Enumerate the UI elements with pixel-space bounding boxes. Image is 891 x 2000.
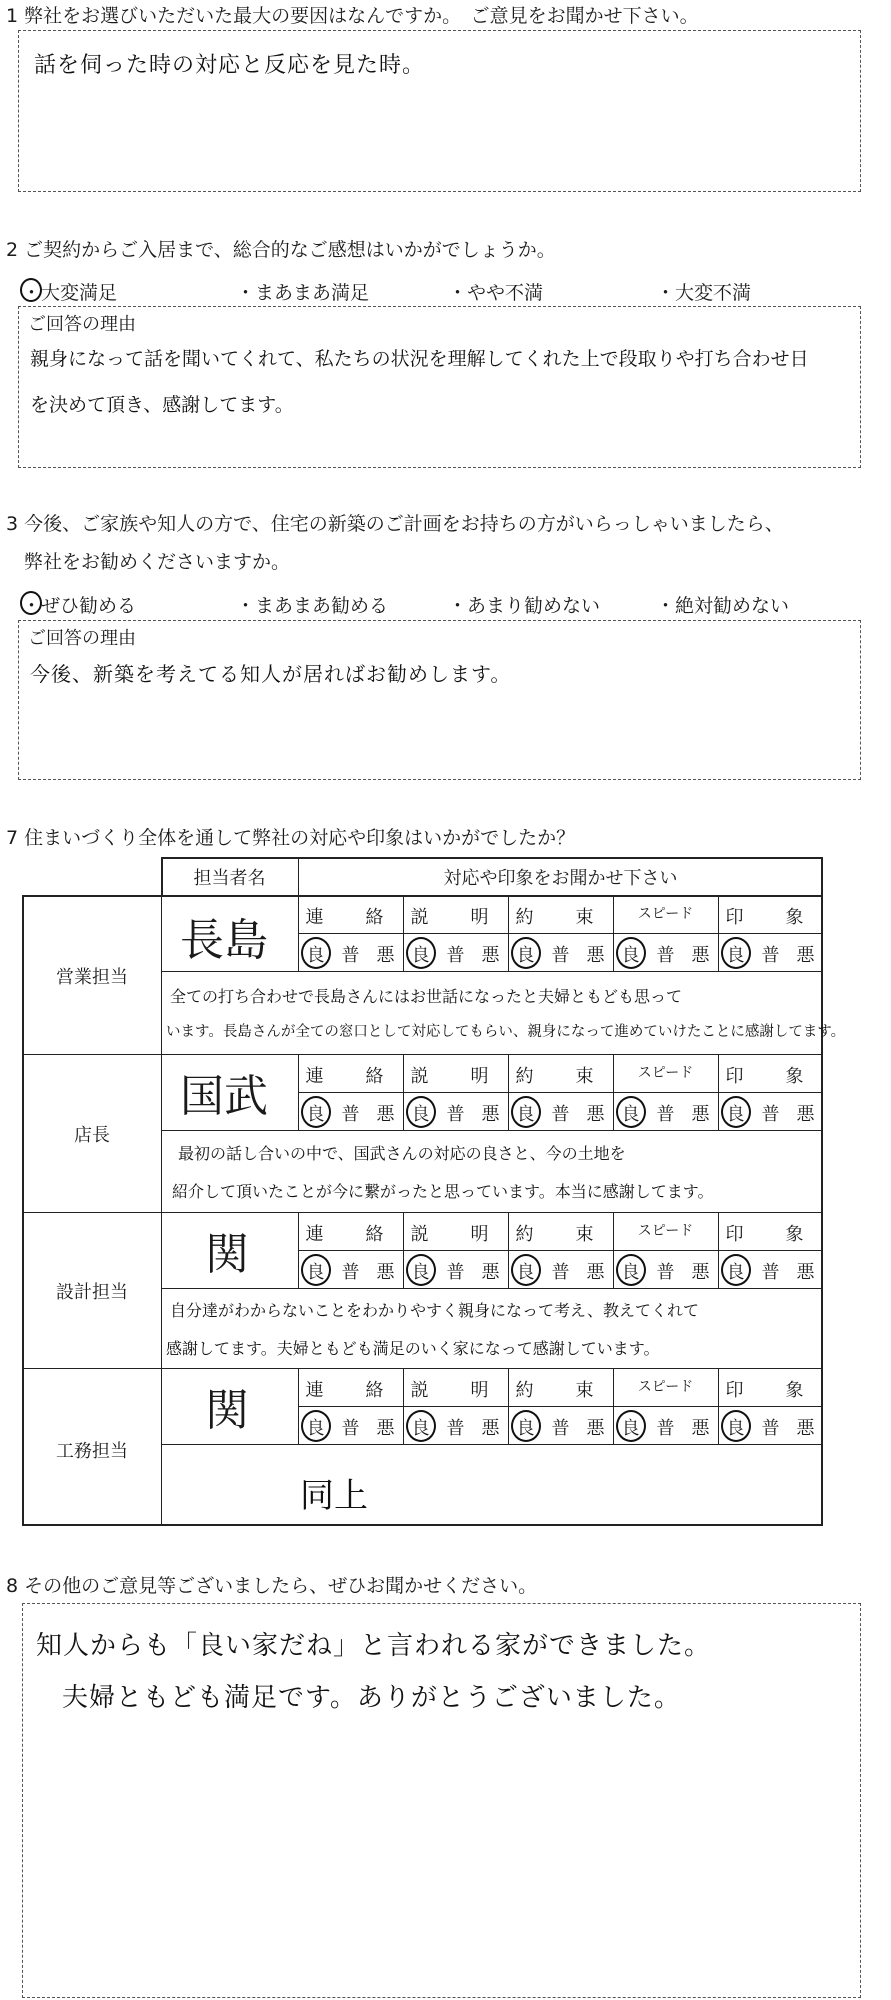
q3-option-definitely[interactable]: ・ぜひ勧める: [22, 595, 137, 617]
rating-option[interactable]: 悪: [481, 1262, 500, 1283]
rating-option[interactable]: 悪: [796, 1262, 815, 1283]
rating-option[interactable]: 悪: [481, 1418, 500, 1439]
q8-answer-line-2: 夫婦ともども満足です。ありがとうございました。: [62, 1683, 681, 1713]
criterion-label: 約 束: [515, 1224, 606, 1245]
q2-option-very-dissatisfied[interactable]: ・大変不満: [656, 282, 752, 304]
rating-option[interactable]: 普: [341, 1104, 360, 1125]
q3-reason-label: ご回答の理由: [28, 628, 136, 649]
rating-option[interactable]: 悪: [691, 1418, 710, 1439]
role-divider: [161, 895, 162, 1526]
rating-selected-mark: [616, 1096, 646, 1128]
rating-option[interactable]: 普: [446, 1262, 465, 1283]
rating-option[interactable]: 良: [411, 1262, 430, 1283]
rating-option[interactable]: 悪: [481, 1104, 500, 1125]
criterion-label: 連 絡: [305, 1224, 396, 1245]
rating-option[interactable]: 良: [726, 1262, 745, 1283]
rating-selected-mark: [511, 1410, 541, 1442]
criterion-label: 説 明: [410, 1224, 501, 1245]
q3-option-fairly[interactable]: ・まあまあ勧める: [236, 595, 389, 617]
q2-reason-label: ご回答の理由: [28, 314, 136, 335]
rating-option[interactable]: 悪: [691, 1104, 710, 1125]
criterion-label: 印 象: [725, 1066, 816, 1087]
rating-option[interactable]: 悪: [586, 1418, 605, 1439]
rating-option[interactable]: 普: [341, 1262, 360, 1283]
rating-option[interactable]: 普: [761, 1418, 780, 1439]
q8-answer-line-1: 知人からも「良い家だね」と言われる家ができました。: [36, 1631, 712, 1661]
name-criteria-divider: [298, 1212, 299, 1288]
rating-option[interactable]: 普: [446, 1104, 465, 1125]
comment-sales-line-2: います。長島さんが全ての窓口として対応してもらい、親身になって進めていけたことに感謝してます。: [166, 1024, 846, 1040]
comment-row-line: [161, 1288, 823, 1289]
q3-reason-box: [18, 620, 861, 780]
rating-option[interactable]: 良: [516, 1262, 535, 1283]
rating-selected-mark: [406, 1410, 436, 1442]
rating-option[interactable]: 普: [761, 1262, 780, 1283]
rating-option[interactable]: 悪: [376, 1418, 395, 1439]
q3-reason-line-1: 今後、新築を考えてる知人が居ればお勧めします。: [30, 662, 512, 686]
rating-option[interactable]: 良: [726, 1104, 745, 1125]
name-criteria-divider: [298, 1368, 299, 1444]
question-1-label: 1 弊社をお選びいただいた最大の要因はなんですか。 ご意見をお聞かせ下さい。: [6, 5, 699, 27]
q8-answer-box: [22, 1603, 861, 1998]
q3-option-absolutely-not[interactable]: ・絶対勧めない: [656, 595, 790, 617]
rating-selected-mark: [616, 937, 646, 969]
rating-option[interactable]: 良: [516, 1418, 535, 1439]
rating-option[interactable]: 悪: [796, 945, 815, 966]
criterion-label: 印 象: [725, 907, 816, 928]
role-sales: 営業担当: [56, 967, 128, 988]
comment-design-line-2: 感謝してます。夫婦ともども満足のいく家になって感謝しています。: [166, 1339, 660, 1358]
rating-selected-mark: [616, 1254, 646, 1286]
rating-option[interactable]: 良: [621, 1418, 640, 1439]
rating-option[interactable]: 良: [306, 1262, 325, 1283]
criterion-label: 約 束: [515, 1066, 606, 1087]
criterion-label: 説 明: [410, 1066, 501, 1087]
comment-row-line: [161, 1444, 823, 1445]
rating-option[interactable]: 悪: [796, 1104, 815, 1125]
rating-option[interactable]: 悪: [376, 1104, 395, 1125]
name-criteria-divider: [298, 1054, 299, 1130]
q2-selected-mark: [20, 278, 42, 302]
q3-option-not-really[interactable]: ・あまり勧めない: [448, 595, 601, 617]
q2-reason-line-2: を決めて頂き、感謝してます。: [30, 394, 294, 416]
criterion-label: スピード: [637, 1379, 694, 1395]
rating-option[interactable]: 普: [551, 1418, 570, 1439]
rating-selected-mark: [301, 1254, 331, 1286]
q3-selected-mark: [20, 591, 42, 615]
rating-option[interactable]: 良: [621, 945, 640, 966]
comment-manager-line-2: 紹介して頂いたことが今に繋がったと思っています。本当に感謝してます。: [172, 1182, 714, 1201]
rating-option[interactable]: 普: [761, 945, 780, 966]
rating-option[interactable]: 良: [726, 945, 745, 966]
rating-option[interactable]: 良: [411, 1418, 430, 1439]
comment-sales-line-1: 全ての打ち合わせで長島さんにはお世話になったと夫婦ともども思って: [170, 987, 683, 1006]
rating-option[interactable]: 普: [341, 1418, 360, 1439]
rating-option[interactable]: 悪: [481, 945, 500, 966]
rating-selected-mark: [511, 1254, 541, 1286]
rating-option[interactable]: 普: [341, 945, 360, 966]
comment-design-line-1: 自分達がわからないことをわかりやすく親身になって考え、教えてくれて: [170, 1301, 699, 1320]
question-2-label: 2 ご契約からご入居まで、総合的なご感想はいかがでしょうか。: [6, 239, 556, 261]
rating-option[interactable]: 普: [551, 1262, 570, 1283]
staff-name-construction: 関: [205, 1385, 249, 1436]
rating-option[interactable]: 悪: [691, 945, 710, 966]
criterion-label: スピード: [637, 1065, 694, 1081]
criteria-grid-line: [298, 1406, 823, 1407]
criteria-grid-line: [298, 1092, 823, 1093]
name-criteria-divider: [298, 895, 299, 971]
rating-option[interactable]: 普: [656, 1418, 675, 1439]
rating-option[interactable]: 悪: [376, 1262, 395, 1283]
criteria-grid-line: [298, 1250, 823, 1251]
rating-option[interactable]: 悪: [586, 1262, 605, 1283]
rating-selected-mark: [301, 1410, 331, 1442]
comment-manager-line-1: 最初の話し合いの中で、国武さんの対応の良さと、今の土地を: [178, 1144, 626, 1163]
rating-option[interactable]: 良: [621, 1104, 640, 1125]
row-separator: [22, 1212, 823, 1213]
rating-option[interactable]: 良: [306, 1104, 325, 1125]
criterion-label: スピード: [637, 906, 694, 922]
rating-selected-mark: [721, 1254, 751, 1286]
rating-option[interactable]: 普: [656, 1104, 675, 1125]
rating-selected-mark: [511, 937, 541, 969]
rating-selected-mark: [406, 1096, 436, 1128]
rating-option[interactable]: 良: [411, 945, 430, 966]
question-3-label-line-2: 弊社をお勧めくださいますか。: [24, 551, 291, 573]
rating-option[interactable]: 普: [446, 945, 465, 966]
rating-selected-mark: [511, 1096, 541, 1128]
rating-selected-mark: [721, 937, 751, 969]
rating-option[interactable]: 悪: [796, 1418, 815, 1439]
row-separator: [22, 1368, 823, 1369]
row-separator: [22, 1054, 823, 1055]
role-design: 設計担当: [56, 1282, 128, 1303]
staff-name-sales: 長島: [180, 915, 268, 966]
rating-option[interactable]: 普: [656, 945, 675, 966]
rating-selected-mark: [406, 1254, 436, 1286]
rating-option[interactable]: 良: [411, 1104, 430, 1125]
rating-option[interactable]: 悪: [376, 945, 395, 966]
rating-option[interactable]: 普: [551, 945, 570, 966]
rating-option[interactable]: 良: [516, 1104, 535, 1125]
rating-selected-mark: [616, 1410, 646, 1442]
rating-option[interactable]: 悪: [691, 1262, 710, 1283]
header-staff-name: 担当者名: [193, 868, 266, 889]
staff-name-design: 関: [205, 1229, 249, 1280]
criterion-label: 印 象: [725, 1224, 816, 1245]
rating-option[interactable]: 悪: [586, 945, 605, 966]
rating-option[interactable]: 普: [761, 1104, 780, 1125]
criterion-label: 印 象: [725, 1380, 816, 1401]
rating-option[interactable]: 良: [516, 945, 535, 966]
criterion-label: スピード: [637, 1223, 694, 1239]
criterion-label: 説 明: [410, 907, 501, 928]
q2-reason-line-1: 親身になって話を聞いてくれて、私たちの状況を理解してくれた上で段取りや打ち合わせ日: [30, 348, 809, 370]
role-store-manager: 店長: [74, 1125, 110, 1146]
criterion-label: 連 絡: [305, 1380, 396, 1401]
rating-option[interactable]: 普: [446, 1418, 465, 1439]
rating-option[interactable]: 良: [726, 1418, 745, 1439]
criterion-label: 連 絡: [305, 907, 396, 928]
comment-row-line: [161, 1130, 823, 1131]
question-3-label-line-1: 3 今後、ご家族や知人の方で、住宅の新築のご計画をお持ちの方がいらっしゃいましたら、: [6, 513, 784, 535]
q2-option-somewhat-dissatisfied[interactable]: ・やや不満: [448, 282, 544, 304]
q1-handwritten-answer: 話を伺った時の対応と反応を見た時。: [34, 53, 426, 78]
rating-selected-mark: [721, 1096, 751, 1128]
question-7-label: 7 住まいづくり全体を通して弊社の対応や印象はいかがでしたか？: [6, 827, 576, 849]
question-8-label: 8 その他のご意見等ございましたら、ぜひお聞かせください。: [6, 1575, 538, 1597]
criterion-label: 約 束: [515, 907, 606, 928]
rating-selected-mark: [721, 1410, 751, 1442]
rating-option[interactable]: 悪: [586, 1104, 605, 1125]
comment-row-line: [161, 971, 823, 972]
q2-option-very-satisfied[interactable]: ・大変満足: [22, 282, 118, 304]
criterion-label: 説 明: [410, 1380, 501, 1401]
rating-option[interactable]: 普: [656, 1262, 675, 1283]
header-impression: 対応や印象をお聞かせ下さい: [443, 868, 678, 889]
rating-option[interactable]: 普: [551, 1104, 570, 1125]
rating-option[interactable]: 良: [306, 945, 325, 966]
rating-selected-mark: [406, 937, 436, 969]
rating-option[interactable]: 良: [621, 1262, 640, 1283]
rating-option[interactable]: 良: [306, 1418, 325, 1439]
staff-name-store-manager: 国武: [180, 1071, 268, 1122]
rating-selected-mark: [301, 937, 331, 969]
criterion-label: 約 束: [515, 1380, 606, 1401]
q2-reason-box: [18, 306, 861, 468]
role-construction: 工務担当: [56, 1441, 128, 1462]
comment-construction: 同上: [300, 1476, 368, 1516]
criteria-grid-line: [298, 933, 823, 934]
rating-selected-mark: [301, 1096, 331, 1128]
criterion-label: 連 絡: [305, 1066, 396, 1087]
q2-option-fairly-satisfied[interactable]: ・まあまあ満足: [236, 282, 370, 304]
